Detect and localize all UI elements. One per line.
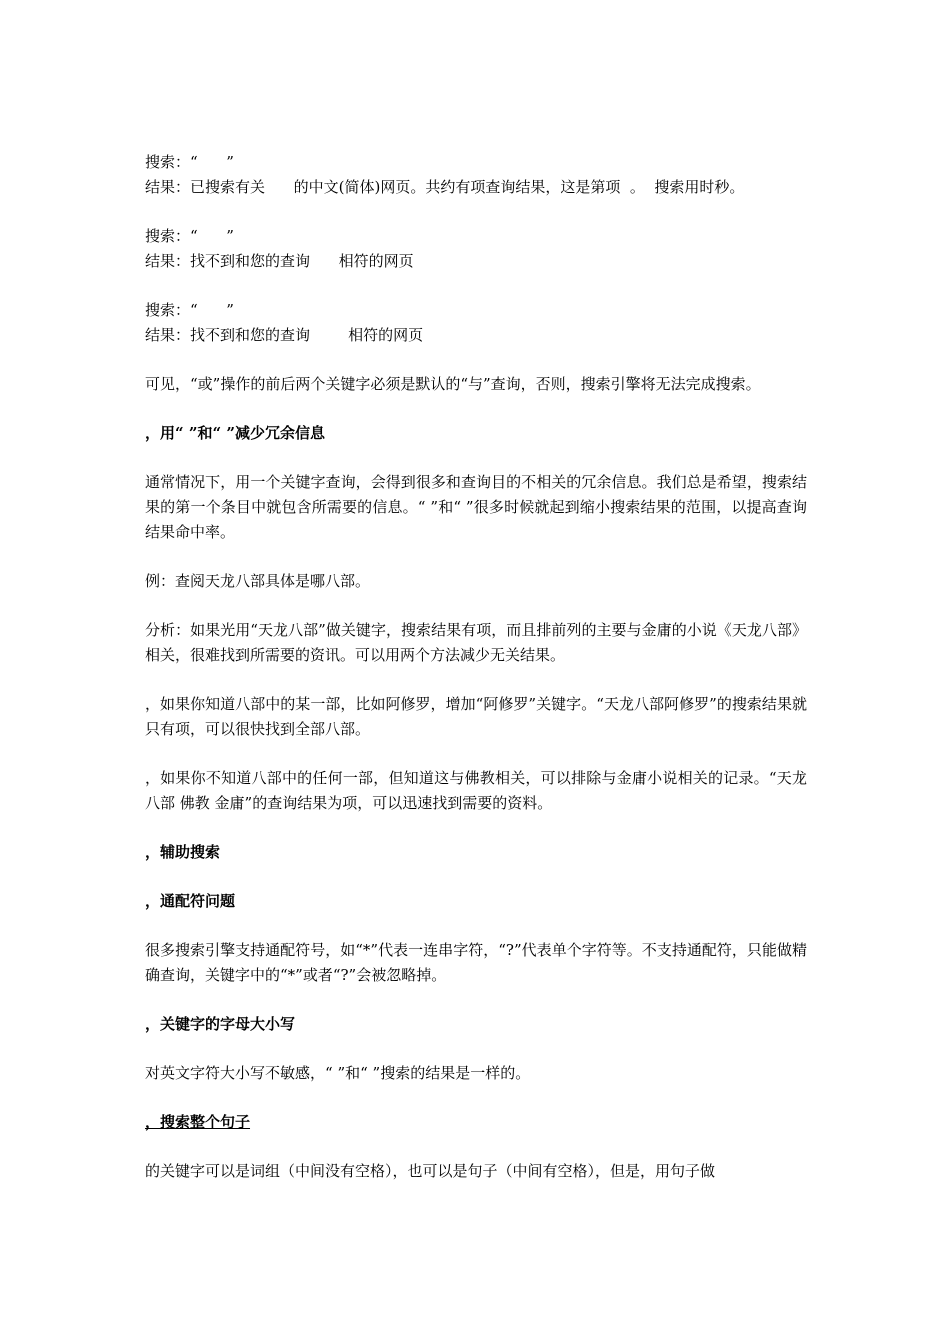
search-query-2: 搜索：“ ” <box>145 227 234 245</box>
paragraph-or-conclusion: 可见，“或”操作的前后两个关键字必须是默认的“与”查询，否则，搜索引擎将无法完成搜索。 <box>145 375 761 393</box>
paragraph-method-2: ，如果你不知道八部中的任何一部，但知道这与佛教相关，可以排除与金庸小说相关的记录。“天龙八部 佛教 金庸”的查询结果为项，可以迅速找到需要的资料。 <box>145 769 807 812</box>
search-query-3: 搜索：“ ” <box>145 301 234 319</box>
heading-auxiliary-search: ，辅助搜索 <box>145 843 221 861</box>
search-result-1: 结果：已搜索有关 的中文(简体)网页。共约有项查询结果，这是第项 。 搜索用时秒。 <box>145 178 745 196</box>
paragraph-method-1: ，如果你知道八部中的某一部，比如阿修罗，增加“阿修罗”关键字。“天龙八部阿修罗”的搜索结果就只有项，可以很快找到全部八部。 <box>145 695 807 738</box>
paragraph-reduce-redundancy: 通常情况下，用一个关键字查询，会得到很多和查询目的不相关的冗余信息。我们总是希望，搜索结果的第一个条目中就包含所需要的信息。“ ”和“ ”很多时候就起到缩小搜索结果的范围，以提高查询结果命中率。 <box>145 473 807 541</box>
paragraph-wildcard: 很多搜索引擎支持通配符号，如“*”代表一连串字符，“?”代表单个字符等。不支持通配符，只能做精确查询，关键字中的“*”或者“?”会被忽略掉。 <box>145 941 807 984</box>
paragraph-example: 例：查阅天龙八部具体是哪八部。 <box>145 572 371 590</box>
paragraph-analysis: 分析：如果光用“天龙八部”做关键字，搜索结果有项，而且排前列的主要与金庸的小说《天龙八部》相关，很难找到所需要的资讯。可以用两个方法减少无关结果。 <box>145 621 807 664</box>
heading-reduce-redundancy: ，用“ ”和“ ”减少冗余信息 <box>145 424 325 442</box>
document-body <box>145 150 807 1184</box>
heading-wildcard: ，通配符问题 <box>145 892 236 910</box>
paragraph-letter-case: 对英文字符大小写不敏感，“ ”和“ ”搜索的结果是一样的。 <box>145 1064 531 1082</box>
search-result-2: 结果：找不到和您的查询 相符的网页 <box>145 252 414 270</box>
heading-letter-case: ，关键字的字母大小写 <box>145 1015 296 1033</box>
search-query-1: 搜索：“ ” <box>145 153 234 171</box>
heading-search-sentence: ，搜索整个句子 <box>145 1113 251 1131</box>
paragraph-search-sentence: 的关键字可以是词组（中间没有空格），也可以是句子（中间有空格），但是，用句子做 <box>145 1162 716 1180</box>
search-result-3: 结果：找不到和您的查询 相符的网页 <box>145 326 424 344</box>
